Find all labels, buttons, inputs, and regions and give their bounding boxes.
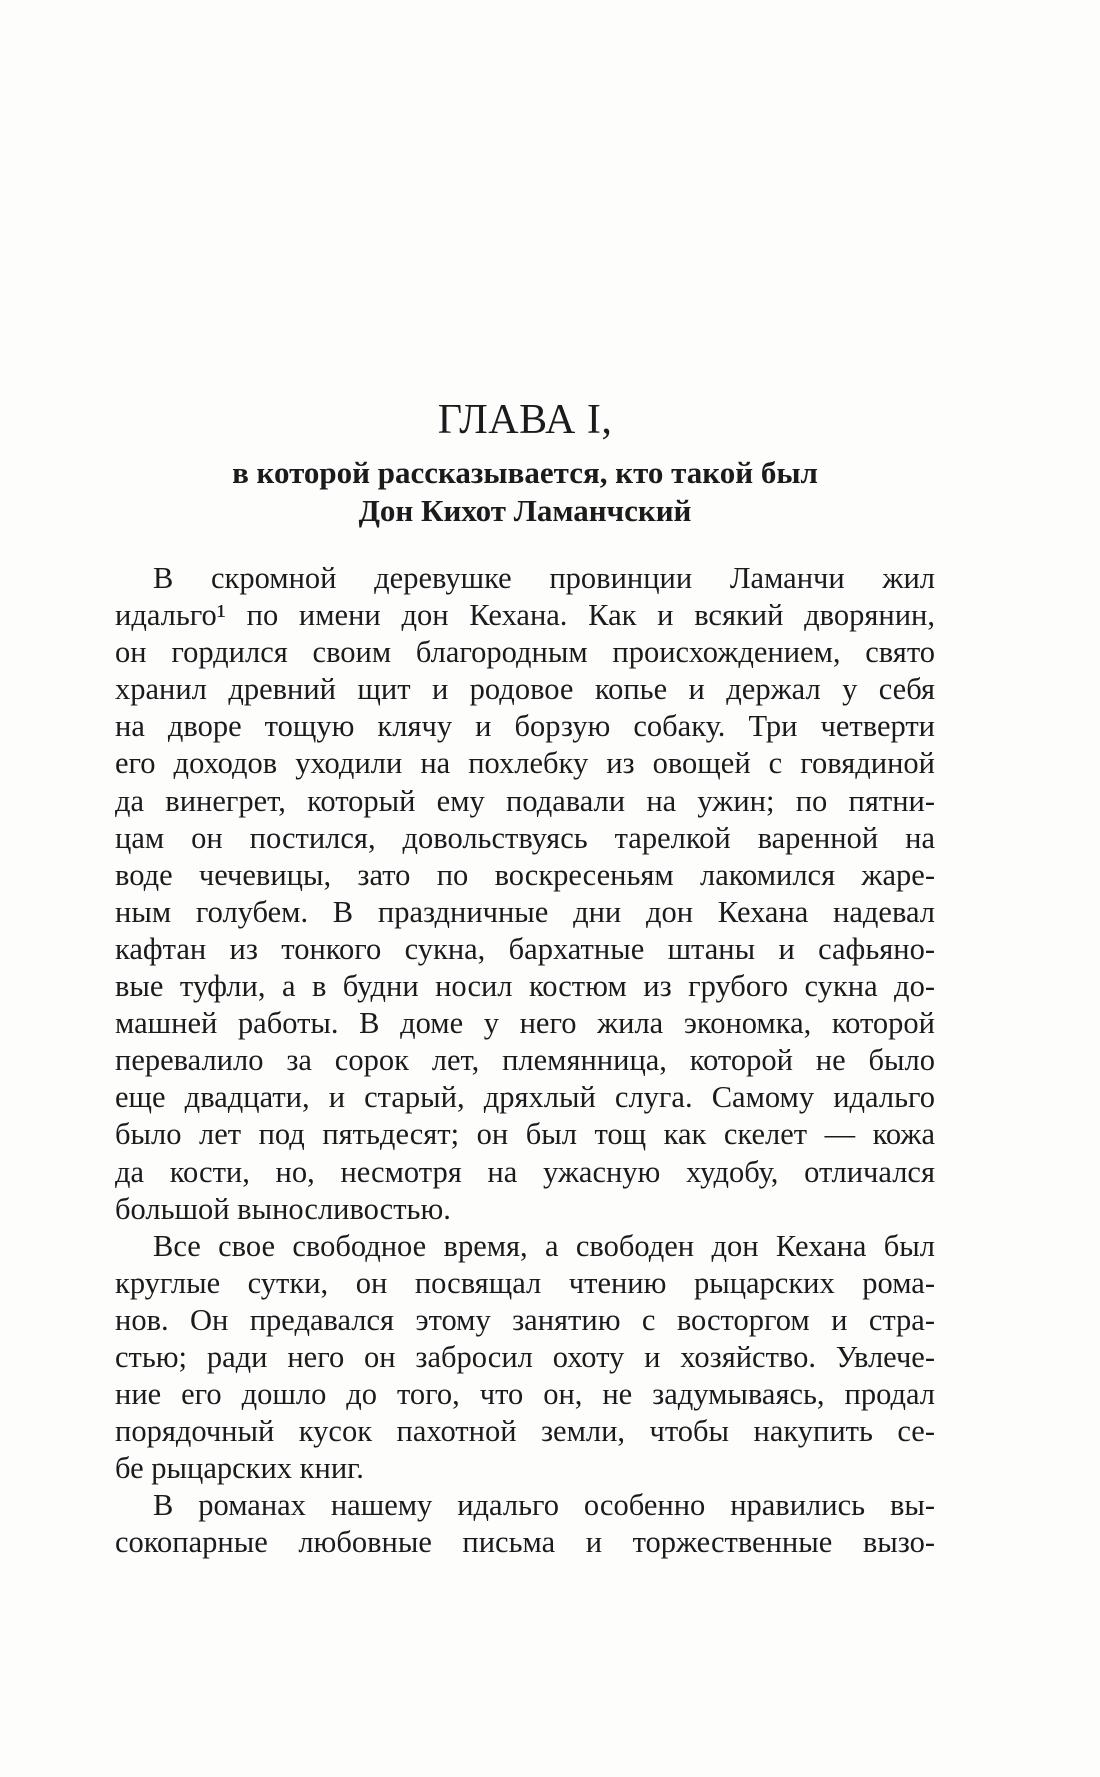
text-line: вые туфли, а в будни носил костюм из грубого сукна до- bbox=[115, 969, 935, 1004]
text-line: ным голубем. В праздничные дни дон Кехана надевал bbox=[115, 894, 935, 929]
text-line: да винегрет, который ему подавали на ужин; по пятни- bbox=[115, 783, 935, 818]
text-line: цам он постился, довольствуясь тарелкой варенной на bbox=[115, 820, 935, 855]
text-line: стью; ради него он забросил охоту и хозяйство. Увлече- bbox=[115, 1339, 935, 1374]
text-line: кафтан из тонкого сукна, бархатные штаны и сафьяно- bbox=[115, 931, 935, 966]
text-line: воде чечевицы, зато по воскресеньям лакомился жаре- bbox=[115, 857, 935, 892]
text-line: да кости, но, несмотря на ужасную худобу, отличался bbox=[115, 1154, 935, 1189]
text-line: перевалило за сорок лет, племянница, которой не было bbox=[115, 1043, 935, 1078]
text-line: В романах нашему идальго особенно нравились вы- bbox=[153, 1488, 935, 1523]
text-line: на дворе тощую клячу и борзую собаку. Три четверти bbox=[115, 709, 935, 744]
text-line: машней работы. В доме у него жила экономка, которой bbox=[115, 1006, 935, 1041]
text-line: круглые сутки, он посвящал чтению рыцарских рома- bbox=[115, 1265, 935, 1300]
body-paragraph-2 bbox=[115, 1228, 935, 1488]
chapter-title: ГЛАВА I, bbox=[437, 397, 613, 443]
text-line: сокопарные любовные письма и торжественные вызо- bbox=[115, 1525, 935, 1560]
body-text bbox=[115, 560, 935, 1562]
chapter-subtitle bbox=[115, 454, 935, 530]
text-line: еще двадцати, и старый, дряхлый слуга. Самому идальго bbox=[115, 1080, 935, 1115]
chapter-subtitle-line-1: в которой рассказывается, кто такой был bbox=[232, 455, 818, 490]
text-line: большой выносливостью. bbox=[115, 1191, 451, 1226]
chapter-subtitle-line-2: Дон Кихот Ламанчский bbox=[358, 493, 692, 528]
text-line: идальго¹ по имени дон Кехана. Как и всякий дворянин, bbox=[115, 598, 935, 633]
text-line: его доходов уходили на похлебку из овощей с говядиной bbox=[115, 746, 935, 781]
text-line: порядочный кусок пахотной земли, чтобы накупить се- bbox=[115, 1414, 935, 1449]
text-line: Все свое свободное время, а свободен дон Кехана был bbox=[153, 1228, 935, 1263]
text-line: В скромной деревушке провинции Ламанчи жил bbox=[153, 561, 935, 595]
text-line: он гордился своим благородным происхождением, свято bbox=[115, 635, 935, 670]
text-line: бе рыцарских книг. bbox=[115, 1451, 364, 1486]
text-line: ние его дошло до того, что он, не задумываясь, продал bbox=[115, 1377, 935, 1412]
text-line: нов. Он предавался этому занятию с восторгом и стра- bbox=[115, 1302, 935, 1337]
text-line: было лет под пятьдесят; он был тощ как скелет — кожа bbox=[115, 1117, 935, 1152]
text-line: хранил древний щит и родовое копье и держал у себя bbox=[115, 672, 935, 707]
body-paragraph-3 bbox=[115, 1487, 935, 1561]
chapter-heading bbox=[115, 396, 935, 530]
body-paragraph-1 bbox=[115, 560, 935, 1228]
